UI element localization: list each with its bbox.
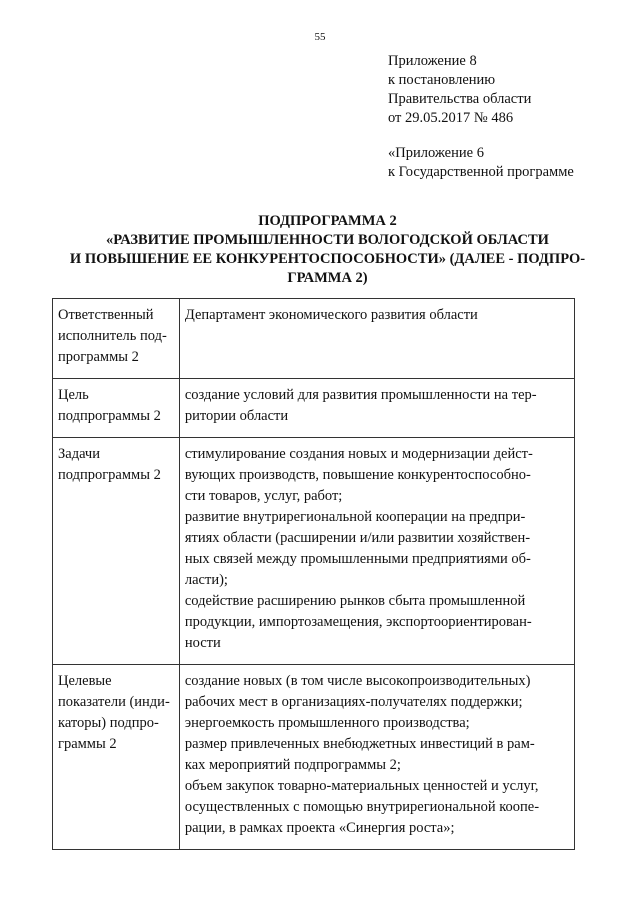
row-label-cell — [53, 379, 180, 438]
table-row — [53, 299, 575, 379]
row-value-line: ритории области — [184, 408, 289, 424]
row-value-cell — [179, 665, 574, 850]
title-line: ПОДПРОГРАММА 2 — [258, 213, 397, 229]
row-value-line: продукции, импортозамещения, экспортоориентирован- — [184, 614, 532, 630]
row-label-cell — [53, 665, 180, 850]
row-value-line: создание условий для развития промышленности на тер- — [184, 387, 537, 403]
row-value-line: Департамент экономического развития области — [184, 307, 478, 323]
row-label-line: исполнитель под- — [58, 328, 167, 344]
row-value-line: осуществленных с помощью внутрирегиональной коопе- — [184, 799, 540, 815]
row-value-line: сти товаров, услуг, работ; — [184, 488, 343, 504]
row-value-line: ках мероприятий подпрограммы 2; — [184, 757, 401, 773]
row-label-cell — [53, 299, 180, 379]
appendix-line: к постановлению — [388, 72, 496, 88]
row-label-line: Задачи — [58, 446, 100, 462]
appendix-line: «Приложение 6 — [388, 145, 484, 161]
row-value-line: ности — [184, 635, 221, 651]
row-label-line: программы 2 — [58, 349, 139, 365]
row-label-line: Цель — [58, 387, 89, 403]
appendix-line: Приложение 8 — [388, 53, 477, 69]
appendix-line: Правительства области — [388, 91, 532, 107]
row-label-line: подпрограммы 2 — [58, 467, 161, 483]
appendix-line: к Государственной программе — [388, 164, 574, 180]
appendix-gap — [388, 128, 574, 144]
row-value-line: ятиях области (расширении и/или развитии хозяйствен- — [184, 530, 531, 546]
row-value-line: размер привлеченных внебюджетных инвестиций в рам- — [184, 736, 535, 752]
row-label-line: показатели (инди- — [58, 694, 170, 710]
row-value-line: развитие внутрирегиональной кооперации на предпри- — [184, 509, 526, 525]
row-value-line: энергоемкость промышленного производства; — [184, 715, 470, 731]
title-line: ГРАММА 2) — [287, 270, 368, 286]
title-line: И ПОВЫШЕНИЕ ЕЕ КОНКУРЕНТОСПОСОБНОСТИ» (ДАЛЕЕ - ПОДПРО- — [69, 251, 586, 267]
row-label-line: граммы 2 — [58, 736, 117, 752]
passport-table — [52, 298, 575, 850]
table-row — [53, 665, 575, 850]
row-value-line: ных связей между промышленными предприятиями об- — [184, 551, 531, 567]
row-label-line: Ответственный — [58, 307, 154, 323]
table-row — [53, 438, 575, 665]
row-label-line: Целевые — [58, 673, 112, 689]
row-label-line: подпрограммы 2 — [58, 408, 161, 424]
row-value-cell — [179, 299, 574, 379]
title-line: «РАЗВИТИЕ ПРОМЫШЛЕННОСТИ ВОЛОГОДСКОЙ ОБЛАСТИ — [106, 232, 549, 248]
row-value-line: рабочих мест в организациях-получателях поддержки; — [184, 694, 523, 710]
row-label-line: каторы) подпро- — [58, 715, 159, 731]
row-value-line: вующих производств, повышение конкурентоспособно- — [184, 467, 531, 483]
document-title — [40, 212, 615, 288]
row-value-line: ласти); — [184, 572, 228, 588]
row-value-cell — [179, 438, 574, 665]
appendix-line: от 29.05.2017 № 486 — [388, 110, 514, 126]
appendix-header — [388, 52, 574, 182]
table-row — [53, 379, 575, 438]
row-value-line: стимулирование создания новых и модернизации дейст- — [184, 446, 533, 462]
row-value-line: содействие расширению рынков сбыта промышленной — [184, 593, 526, 609]
page-number: 55 — [314, 31, 326, 43]
row-value-cell — [179, 379, 574, 438]
row-label-cell — [53, 438, 180, 665]
row-value-line: создание новых (в том числе высокопроизводительных) — [184, 673, 531, 689]
row-value-line: объем закупок товарно-материальных ценностей и услуг, — [184, 778, 539, 794]
row-value-line: рации, в рамках проекта «Синергия роста»; — [184, 820, 455, 836]
